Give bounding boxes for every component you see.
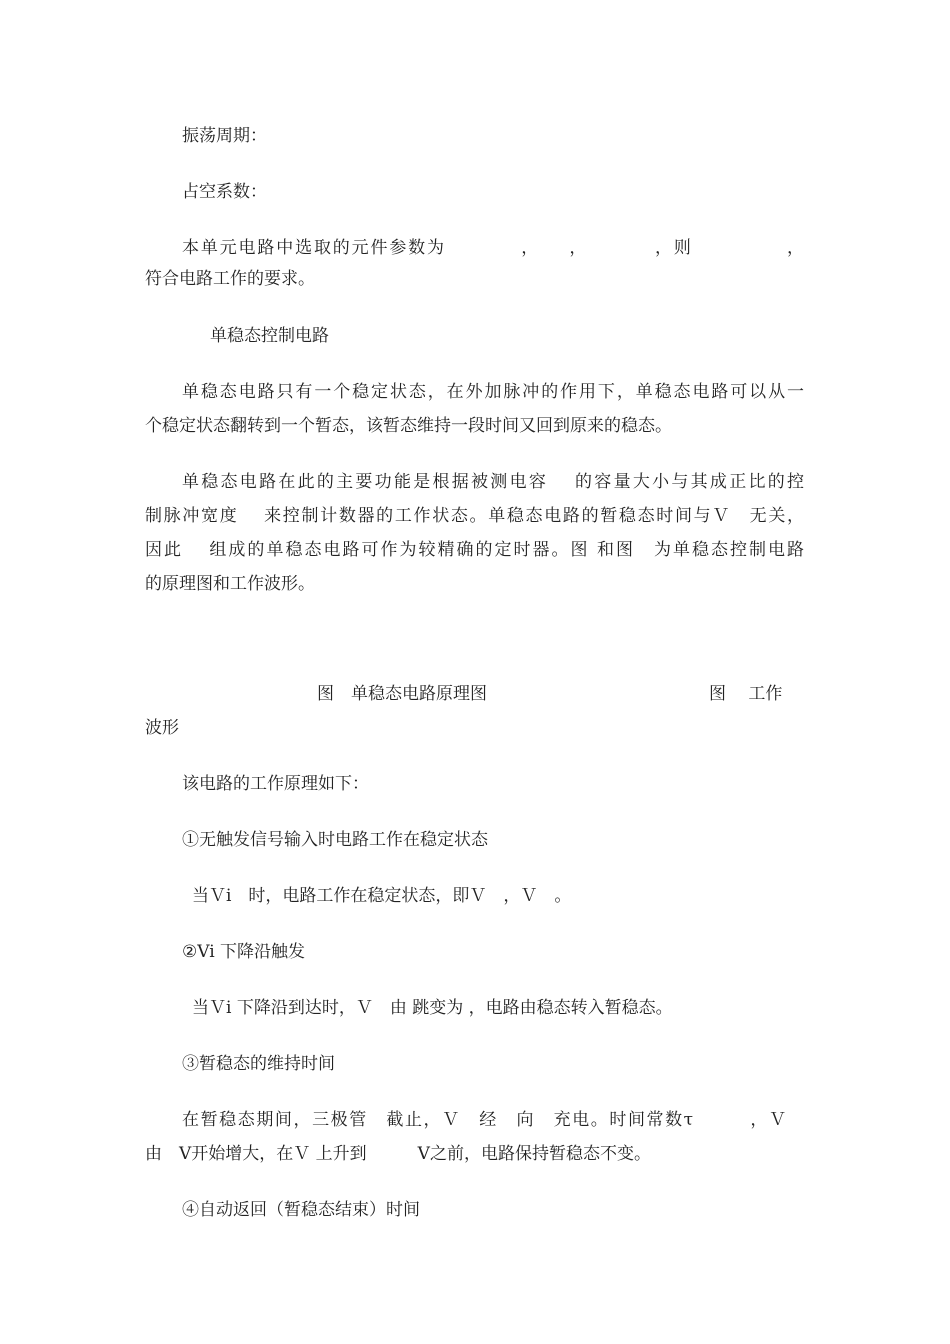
paragraph-monostable-intro-line1: 单稳态电路只有一个稳定状态，在外加脉冲的作用下，单稳态电路可以从一	[182, 382, 804, 402]
list-item-temporary-state: ③暂稳态的维持时间	[182, 1054, 335, 1074]
figure-caption-schematic: 图 单稳态电路原理图	[317, 684, 487, 704]
section-heading-monostable: 单稳态控制电路	[210, 326, 329, 346]
list-item-stable-state: ①无触发信号输入时电路工作在稳定状态	[182, 830, 488, 850]
paragraph-function-line1: 单稳态电路在此的主要功能是根据被测电容 的容量大小与其成正比的控	[182, 472, 804, 492]
list-item-temporary-state-line2: 由 V开始增大，在Ｖ 上升到 V之前，电路保持暂稳态不变。	[145, 1144, 651, 1164]
list-item-stable-state-text: 当Ｖi 时，电路工作在稳定状态，即Ｖ ，Ｖ 。	[192, 886, 572, 906]
paragraph-function-line2: 制脉冲宽度 来控制计数器的工作状态。单稳态电路的暂稳态时间与Ｖ 无关，	[145, 506, 804, 526]
list-item-temporary-state-line1: 在暂稳态期间，三极管 截止，Ｖ 经 向 充电。时间常数τ ，Ｖ	[182, 1110, 786, 1130]
paragraph-working-principle: 该电路的工作原理如下：	[182, 774, 369, 794]
paragraph-monostable-intro-line2: 个稳定状态翻转到一个暂态，该暂态维持一段时间又回到原来的稳态。	[145, 416, 672, 436]
list-item-falling-edge: ②Vi 下降沿触发	[182, 942, 306, 962]
paragraph-component-params-line2: 符合电路工作的要求。	[145, 269, 315, 289]
list-item-auto-return: ④自动返回（暂稳态结束）时间	[182, 1200, 420, 1220]
list-item-falling-edge-text: 当Ｖi 下降沿到达时，Ｖ 由 跳变为 ，电路由稳态转入暂稳态。	[192, 998, 673, 1018]
figure-caption-waveform: 图 工作	[709, 684, 783, 704]
paragraph-component-params-line1: 本单元电路中选取的元件参数为 ， ， ，则 ，	[182, 238, 804, 258]
paragraph-duty-cycle: 占空系数：	[182, 182, 267, 202]
paragraph-oscillation-period: 振荡周期：	[182, 126, 267, 146]
figure-caption-waveform-wrap: 波形	[145, 718, 179, 738]
paragraph-function-line3: 因此 组成的单稳态电路可作为较精确的定时器。图 和图 为单稳态控制电路	[145, 540, 804, 560]
paragraph-function-line4: 的原理图和工作波形。	[145, 574, 315, 594]
